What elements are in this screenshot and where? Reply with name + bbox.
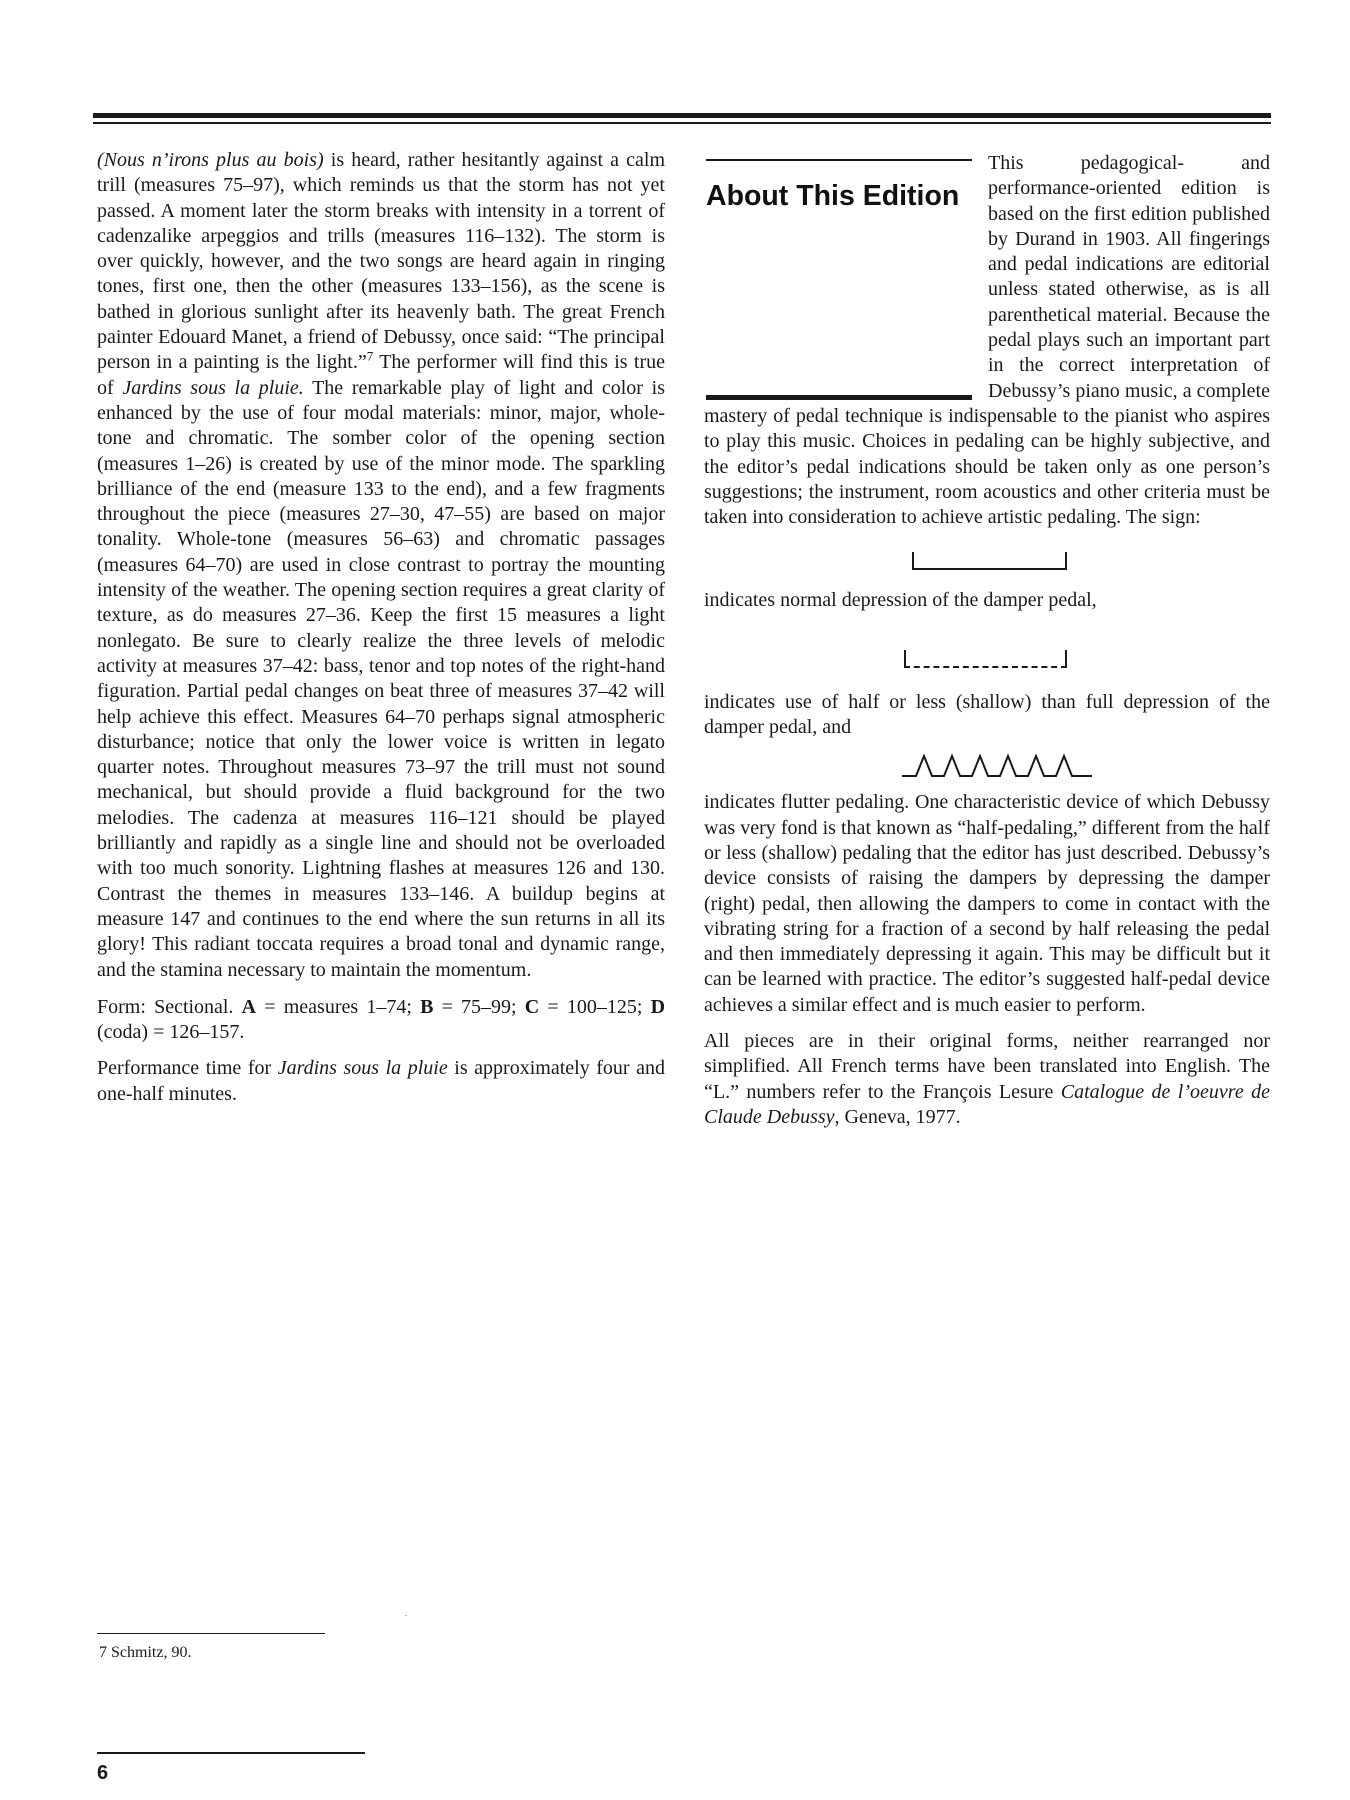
work-title: Jardins sous la pluie. <box>122 376 304 399</box>
flutter-pedal-sign <box>704 746 1270 786</box>
page-number-rule <box>97 1752 365 1754</box>
flutter-pedal-paragraph: indicates flutter pedaling. One characteristic device of which Debussy was very fond is that known as “half-pedaling,” different from the half or less (shallow) pedaling that the editor has just described. Debussy’s device consists of raising the dampers by depressing the damper (right) pedal, then allowing the dampers to come in contact with the vibrating string for a fraction of a second by half releasing the pedal and then immediately depressing it again. This may be difficult but it can be learned with practice. The editor’s suggested half-pedal device achieves a similar effect and is much easier to perform. <box>704 791 1270 1016</box>
performance-paragraph: Performance time for Jardins sous la pluie is approximately four and one-half minutes. <box>97 1057 665 1105</box>
flutter-pedal-icon <box>900 750 1096 780</box>
left-paragraph-main: (Nous n’irons plus au bois) is heard, rather hesitantly against a calm trill (measures 75–97), which reminds us that the storm has not yet passed. A moment later the storm breaks with intensity in a torrent of cadenzalike arpeggios and trills (measures 116–132). The storm is over quickly, however, and the two songs are heard again in ringing tones, first one, then the other (measures 133–156), as the scene is bathed in glorious sunlight after its heavenly bath. The great French painter Edouard Manet, a friend of Debussy, once said: “The principal person in a painting is the light.”$^7$ The performer will find this is true of Jardins sous la pluie. The remarkable play of light and color is enhanced by the use of four modal materials: minor, major, whole-tone and chromatic. The somber color of the opening section (measures 1–26) is created by use of the minor mode. The sparkling brilliance of the end (measure 133 to the end), and a few fragments throughout the piece (measures 27–30, 47–55) are based on major tonality. Whole-tone (measures 56–63) and chromatic passages (measures 64–70) are used in close contrast to portray the mounting intensity of the weather. The opening section requires a great clarity of texture, as do measures 27–36. Keep the first 15 measures a light nonlegato. Be sure to clearly realize the three levels of melodic activity at measures 37–42: bass, tenor and top notes of the right-hand figuration. Partial pedal changes on beat three of measures 37–42 will help achieve this effect. Measures 64–70 perhaps signal atmospheric disturbance; notice that only the lower voice is written in legato quarter notes. Throughout measures 73–97 the trill must not sound mechanical, but should provide a fluid background for the two melodies. The cadenza at measures 116–121 should be played brilliantly and rapidly as a single line and should not be overloaded with too much sonority. Lightning flashes at measures 126 and 130. Contrast the themes in measures 133–146. A buildup begins at measure 147 and continues to the end where the sun returns in all its glory! This radiant toccata requires a broad tonal and dynamic range, and the stamina necessary to maintain the momentum. <box>97 149 666 981</box>
catalogue-title: Catalogue de l’oeuvre de Claude Debussy <box>704 1080 1270 1128</box>
song-title: (Nous n’irons plus au bois) <box>97 149 324 171</box>
half-pedal-sign <box>704 632 1270 686</box>
left-column <box>97 148 665 1118</box>
about-edition-heading-box <box>704 151 974 403</box>
normal-pedal-sign <box>704 536 1270 584</box>
right-column <box>704 151 1270 1130</box>
footnote-rule <box>97 1633 325 1634</box>
heading-rule-top <box>706 159 972 161</box>
footnote: 7 Schmitz, 90. <box>99 1644 192 1661</box>
scan-speck <box>405 1615 407 1616</box>
edition-paragraph: This pedagogical- and performance-oriented edition is based on the first edition published by Durand in 1903. All fingerings and pedal indications are editorial unless stated otherwise, as is all parenthetical material. Because the pedal plays such an important part in the correct interpretation of Debussy’s piano music, a complete mastery of pedal technique is indispensable to the pianist who aspires to play this music. Choices in pedaling can be highly subjective, and the editor’s pedal indications should be taken only as one person’s suggestions; the instrument, room acoustics and other criteria must be taken into consideration to achieve artistic pedaling. The sign: <box>704 152 1270 529</box>
section-heading: About This Edition <box>706 180 960 212</box>
form-paragraph: Form: Sectional. A = measures 1–74; B = 75–99; C = 100–125; D (coda) = 126–157. <box>97 995 666 1044</box>
normal-pedal-paragraph: indicates normal depression of the damper pedal, <box>704 589 1097 612</box>
forms-paragraph: All pieces are in their original forms, neither rearranged nor simplified. All French terms have been translated into English. The “L.” numbers refer to the François Lesure Catalogue de l’oeuvre de Claude Debussy, Geneva, 1977. <box>704 1030 1270 1128</box>
footnote-ref: 7 <box>366 348 374 364</box>
top-rule-thick <box>93 113 1271 118</box>
page-number: 6 <box>97 1762 109 1784</box>
top-rule-thin <box>93 122 1271 124</box>
heading-rule-bottom <box>706 395 972 400</box>
half-pedal-paragraph: indicates use of half or less (shallow) than full depression of the damper pedal, and <box>704 690 1270 739</box>
